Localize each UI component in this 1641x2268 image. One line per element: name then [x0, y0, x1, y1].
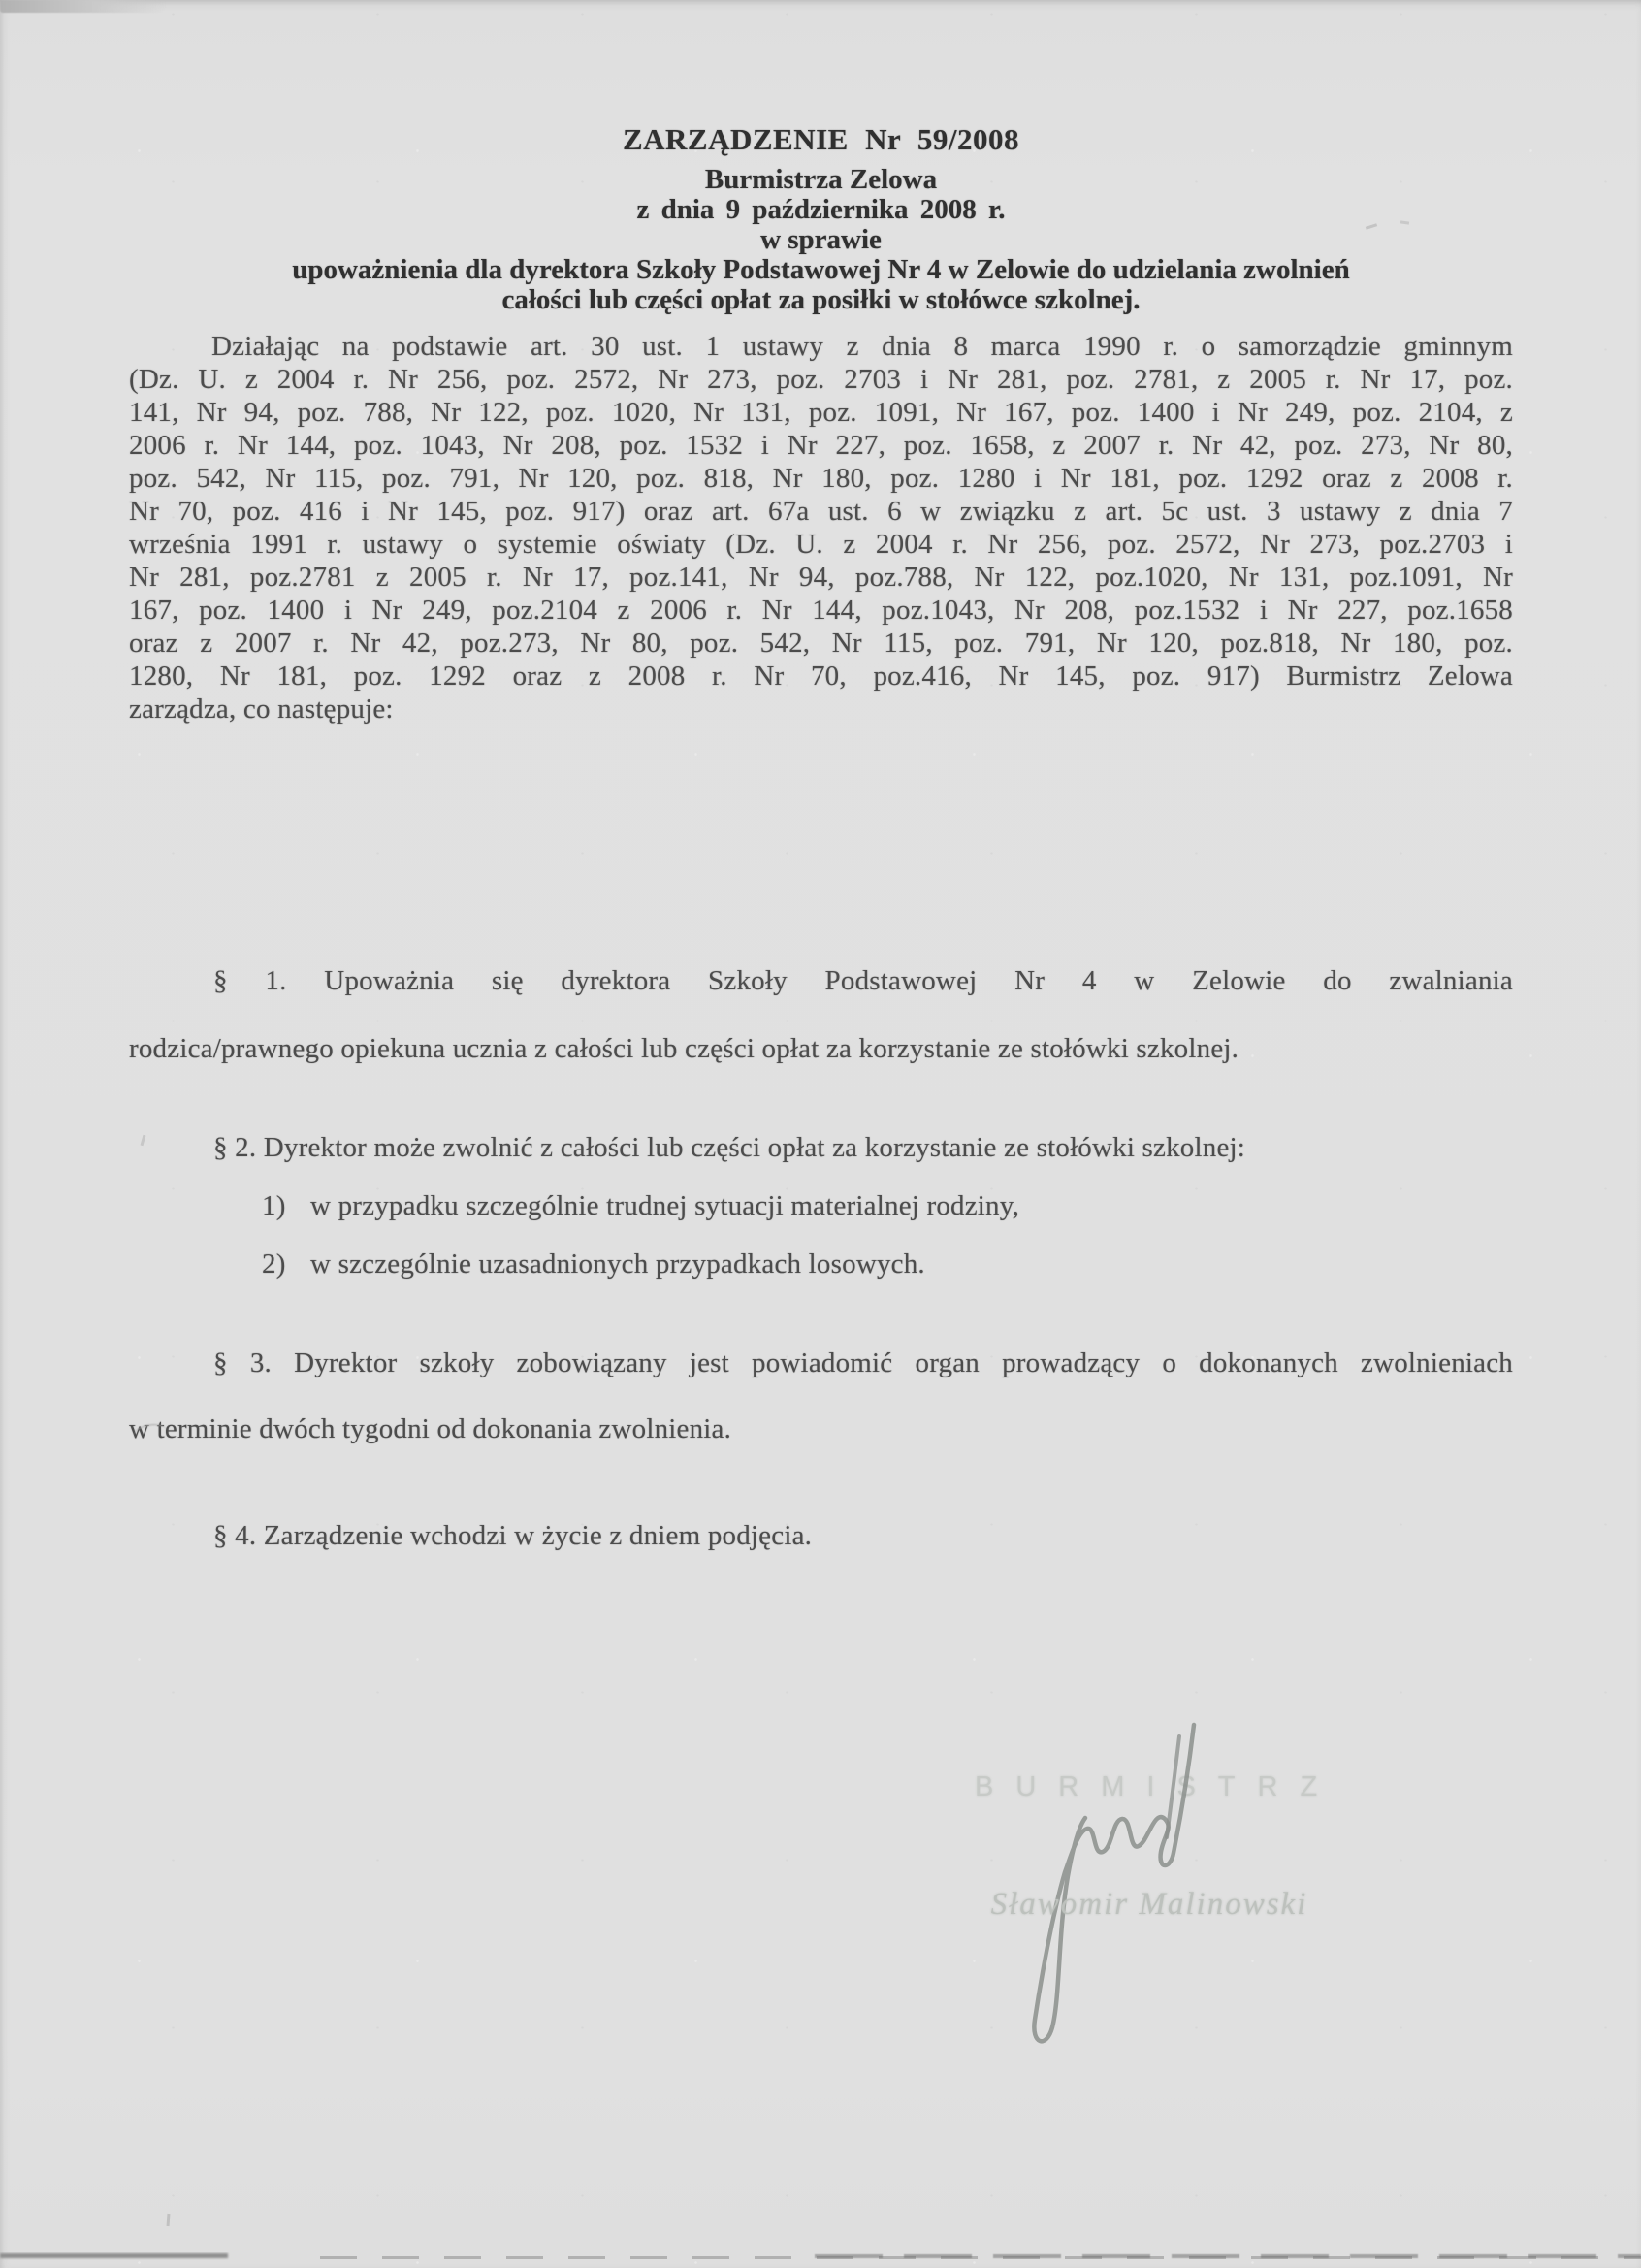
paragraph-line: rodzica/prawnego opiekuna ucznia z całości lub części opłat za korzystanie ze stołówki szkolnej.: [129, 1033, 1239, 1064]
paragraph-line: § 3. Dyrektor szkoły zobowiązany jest powiadomić organ prowadzący o dokonanych zwolnieniach: [213, 1347, 1513, 1378]
subject-line: całości lub części opłat za posiłki w stołówce szkolnej.: [501, 284, 1141, 315]
section-paragraph-2: [129, 1131, 1513, 1280]
document-title: ZARZĄDZENIE Nr 59/2008: [622, 122, 1020, 156]
paragraph-line: Działając na podstawie art. 30 ust. 1 ustawy z dnia 8 marca 1990 r. o samorządzie gminnym: [211, 331, 1513, 362]
paragraph-line: 1280, Nr 181, poz. 1292 oraz z 2008 r. Nr 70, poz.416, Nr 145, poz. 917) Burmistrz Zelowa: [129, 661, 1513, 692]
paragraph-line: września 1991 r. ustawy o systemie oświaty (Dz. U. z 2004 r. Nr 256, poz. 2572, Nr 273, poz.2703 i: [129, 529, 1513, 560]
paragraph-line: w terminie dwóch tygodni od dokonania zwolnienia.: [129, 1413, 732, 1444]
burmistrz-stamp-text: BURMISTRZ: [975, 1771, 1340, 1802]
list-item-text: w szczególnie uzasadnionych przypadkach losowych.: [310, 1248, 925, 1280]
scan-speck: [167, 2214, 171, 2226]
list-item: [129, 1189, 1513, 1222]
paragraph-line: oraz z 2007 r. Nr 42, poz.273, Nr 80, poz. 542, Nr 115, poz. 791, Nr 120, poz.818, Nr 180, poz.: [129, 628, 1513, 659]
document-date: z dnia 9 października 2008 r.: [636, 194, 1006, 225]
paragraph-line: 167, poz. 1400 i Nr 249, poz.2104 z 2006 r. Nr 144, poz.1043, Nr 208, poz.1532 i Nr 227, poz.1658: [129, 595, 1513, 626]
paragraph-line: Nr 70, poz. 416 i Nr 145, poz. 917) oraz art. 67a ust. 6 w związku z art. 5c ust. 3 ustawy z dnia 7: [129, 496, 1513, 527]
paragraph-line: 141, Nr 94, poz. 788, Nr 122, poz. 1020, Nr 131, poz. 1091, Nr 167, poz. 1400 i Nr 249, poz. 2104, z: [129, 397, 1513, 428]
section-paragraph-1: [129, 964, 1513, 1065]
list-item-marker: 1): [262, 1190, 286, 1221]
signer-name: Sławomir Malinowski: [990, 1887, 1308, 1922]
document-issuer: Burmistrza Zelowa: [704, 164, 938, 195]
in-matter-label: w sprawie: [760, 224, 882, 255]
legal-basis-paragraph: [129, 330, 1513, 726]
paragraph-line: zarządza, co następuje:: [129, 694, 394, 725]
scan-artifact-top-left: [0, 0, 167, 13]
paragraph-line: § 1. Upoważnia się dyrektora Szkoły Podstawowej Nr 4 w Zelowie do zwalniania: [213, 965, 1513, 996]
section-paragraph-3: [129, 1346, 1513, 1445]
paragraph-line: poz. 542, Nr 115, poz. 791, Nr 120, poz. 818, Nr 180, poz. 1280 i Nr 181, poz. 1292 oraz z 2008 r.: [129, 463, 1513, 494]
paragraph-line: Nr 281, poz.2781 z 2005 r. Nr 17, poz.141, Nr 94, poz.788, Nr 122, poz.1020, Nr 131, poz.1091, Nr: [129, 562, 1513, 593]
subject-line: upoważnienia dla dyrektora Szkoły Podstawowej Nr 4 w Zelowie do udzielania zwolnień: [292, 254, 1350, 285]
paragraph-line: 2006 r. Nr 144, poz. 1043, Nr 208, poz. 1532 i Nr 227, poz. 1658, z 2007 r. Nr 42, poz. 273, Nr 80,: [129, 430, 1513, 461]
paragraph-line: § 2. Dyrektor może zwolnić z całości lub części opłat za korzystanie ze stołówki szkolnej:: [213, 1132, 1246, 1163]
list-item: [129, 1247, 1513, 1280]
list-item-text: w przypadku szczególnie trudnej sytuacji materialnej rodziny,: [310, 1190, 1020, 1221]
section-paragraph-4: [129, 1519, 1513, 1552]
paragraph-line: (Dz. U. z 2004 r. Nr 256, poz. 2572, Nr 273, poz. 2703 i Nr 281, poz. 2781, z 2005 r. Nr 17, poz.: [129, 364, 1513, 395]
paragraph-line: § 4. Zarządzenie wchodzi w życie z dniem podjęcia.: [213, 1520, 813, 1551]
document-header: [129, 122, 1513, 315]
scan-artifact-bottom-edge: [0, 2253, 228, 2258]
handwritten-signature: [1009, 1709, 1217, 2054]
list-item-marker: 2): [262, 1248, 286, 1280]
scan-artifact-bottom-edge: [815, 2254, 1641, 2258]
